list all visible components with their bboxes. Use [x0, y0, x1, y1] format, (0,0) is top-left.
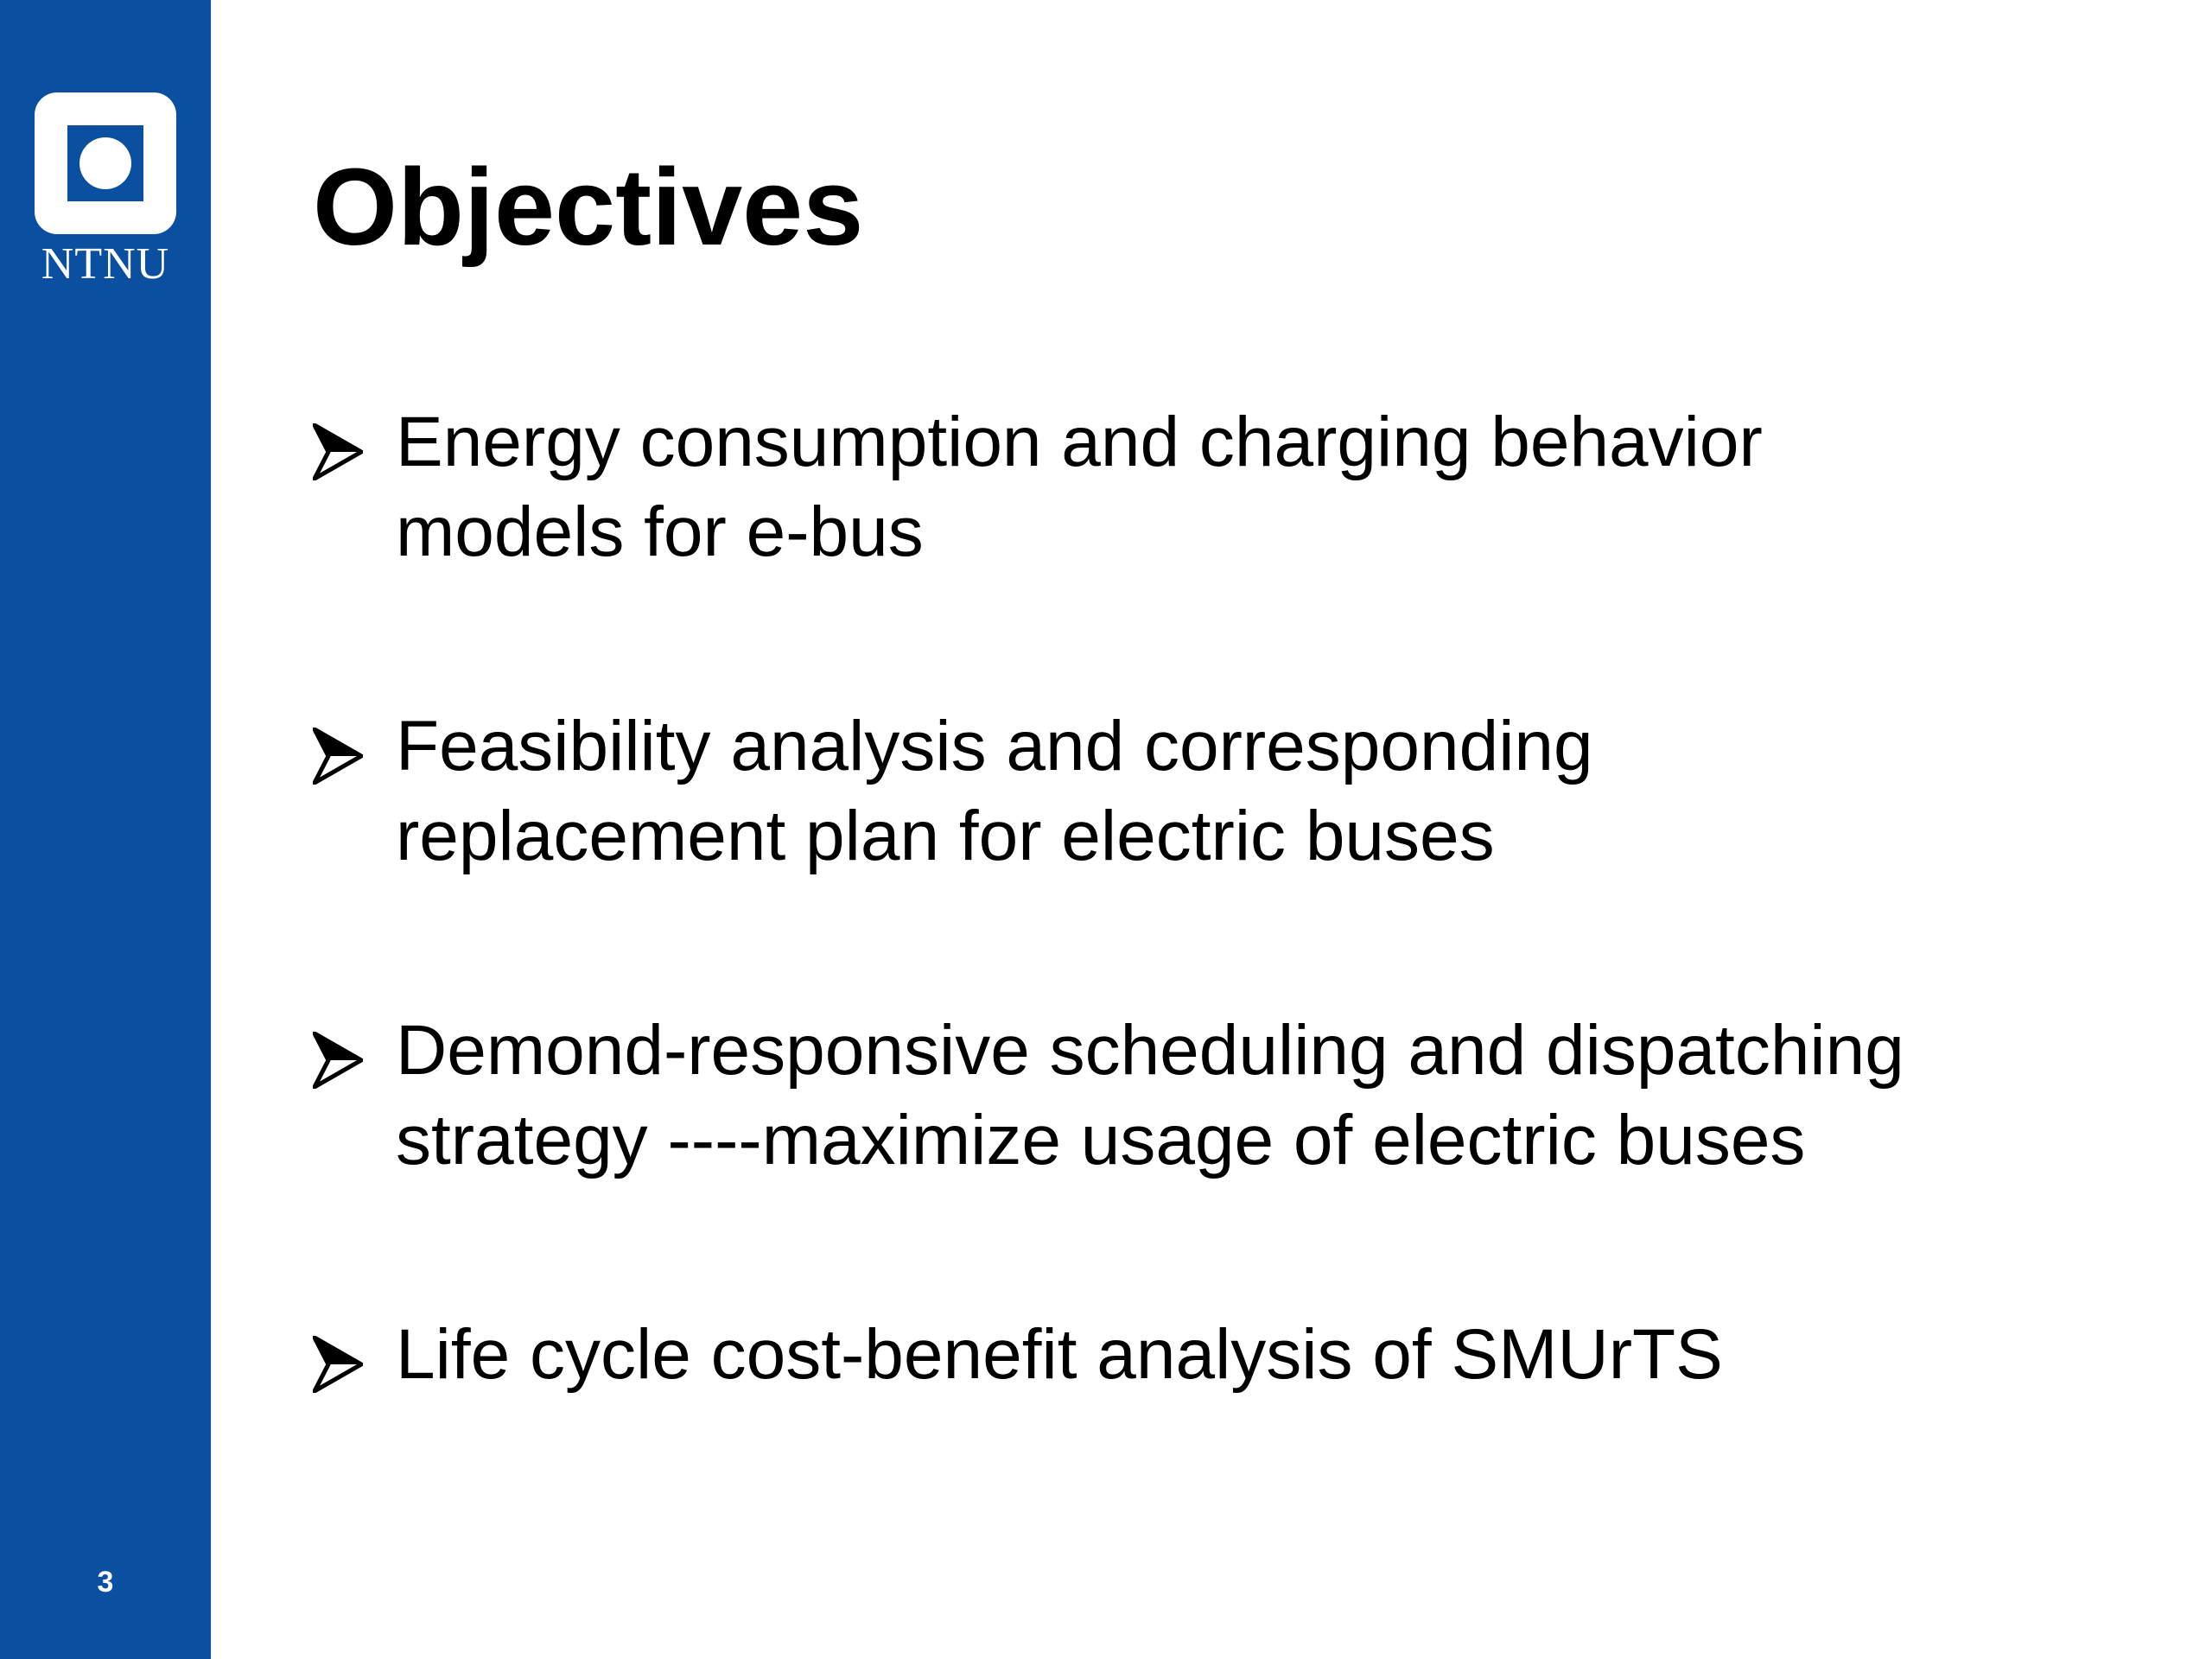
page-number: 3 — [97, 1566, 114, 1599]
bullet-line: Energy consumption and charging behavior — [396, 403, 1763, 481]
bullet-line: Demond-responsive scheduling and dispatching — [396, 1011, 1904, 1090]
arrowhead-bullet-icon — [313, 1032, 363, 1089]
bullet-line: Life cycle cost-benefit analysis of SMUrTS — [396, 1315, 1723, 1394]
bullet-line: strategy ----maximize usage of electric buses — [396, 1101, 1806, 1179]
logo-text: NTNU — [41, 239, 170, 289]
bullet-item — [313, 397, 2041, 577]
bullet-item — [313, 1006, 2041, 1185]
bullet-item — [313, 1310, 2041, 1400]
bullet-item — [313, 702, 2041, 881]
arrowhead-bullet-icon — [313, 728, 363, 785]
bullet-list — [313, 397, 2041, 1400]
bullet-line: Feasibility analysis and corresponding — [396, 707, 1593, 785]
slide-title: Objectives — [313, 146, 864, 268]
logo-square — [67, 125, 143, 201]
ntnu-logo-icon — [35, 92, 176, 234]
sidebar — [0, 0, 211, 1659]
bullet-line: models for e-bus — [396, 493, 924, 571]
arrowhead-bullet-icon — [313, 1336, 363, 1393]
arrowhead-bullet-icon — [313, 423, 363, 480]
logo-circle — [79, 137, 131, 189]
bullet-line: replacement plan for electric buses — [396, 797, 1495, 875]
